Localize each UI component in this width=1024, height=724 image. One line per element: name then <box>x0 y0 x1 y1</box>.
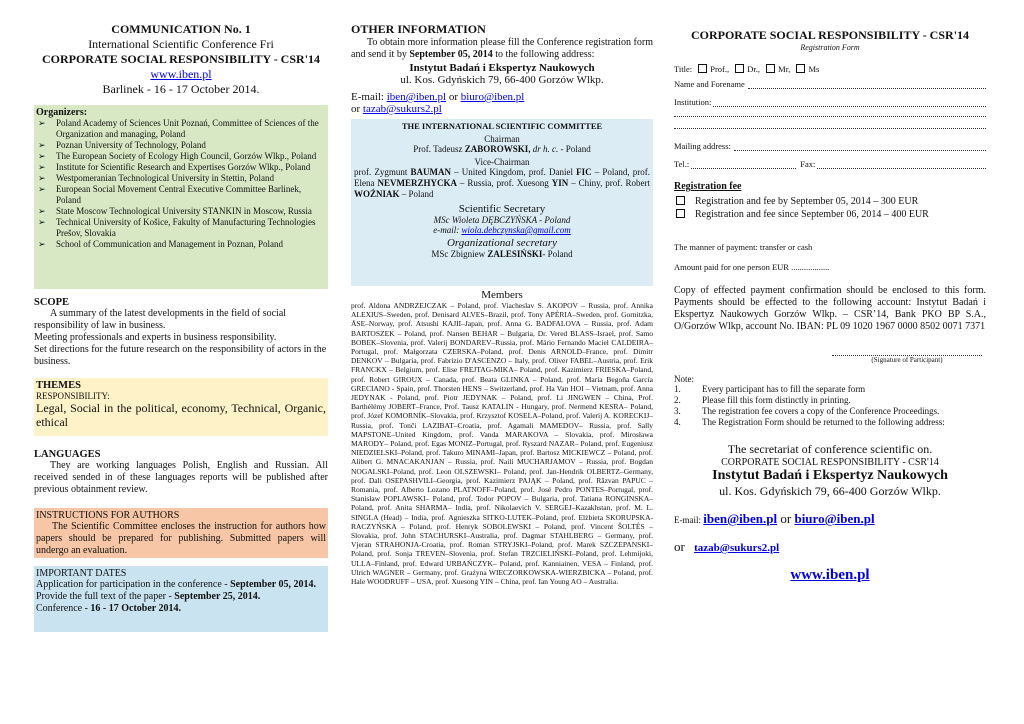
chairman-name: Prof. Tadeusz ZABOROWSKI, dr h. c. - Poland <box>413 144 591 154</box>
organizer-item: ➢ The European Society of Ecology High Council, Gorzów Wlkp., Poland <box>38 151 317 161</box>
note-heading: Note: <box>674 374 694 384</box>
email-link-iben[interactable]: iben@iben.pl <box>386 91 447 103</box>
arrow-bullet-icon: ➢ <box>38 173 46 183</box>
secretary-heading: Scientific Secretary <box>458 203 546 215</box>
other-info-heading: OTHER INFORMATION <box>351 22 486 36</box>
arrow-bullet-icon: ➢ <box>38 206 46 216</box>
vice-chairman-surname: FIC <box>576 167 592 177</box>
website-link[interactable]: www.iben.pl <box>150 67 212 81</box>
email-link-tazab[interactable]: tazab@sukurs2.pl <box>694 542 780 554</box>
form-subtitle: Registration Form <box>800 43 860 52</box>
vice-chairman-text: – Chiny, prof. Robert <box>568 178 650 188</box>
email-link-tazab[interactable]: tazab@sukurs2.pl <box>362 103 442 115</box>
institute-name: Instytut Badań i Ekspertyz Naukowych <box>409 62 595 74</box>
vice-chairman-surname: NEVMERZHYCKA <box>377 178 457 188</box>
dates-box <box>34 566 328 632</box>
fee-option-early[interactable]: Registration and fee by September 05, 2014 – 300 EUR <box>674 196 986 207</box>
vice-chairman-text: – Poland, prof. Elena <box>354 167 650 188</box>
organizer-item: ➢ Westpomeranian Technological University in Stettin, Poland <box>38 173 274 183</box>
secretariat-line: The secretariat of conference scientific on. <box>727 442 933 456</box>
themes-text: Legal, Social in the political, economy, Technical, Organic, ethical <box>36 401 326 429</box>
date-full-text: Provide the full text of the paper - September 25, 2014. <box>36 591 261 602</box>
conference-name: International Scientific Conference Fri <box>88 37 274 51</box>
email-line-2: or tazab@sukurs2.pl <box>351 103 442 115</box>
vice-chairman-surname: YIN <box>551 178 569 188</box>
committee-box <box>351 119 653 286</box>
institute-address: ul. Kos. Gdyńskich 79, 66-400 Gorzów Wlkp. <box>719 484 941 498</box>
date-application: Application for participation in the conference - September 05, 2014. <box>36 579 317 590</box>
languages-text: They are working languages Polish, English and Russian. All received sended in of these languages reports will be published after previous obtainment review. <box>34 460 328 495</box>
vice-chairman-text: prof. Zygmunt <box>354 167 411 177</box>
institution-field[interactable]: Institution: <box>674 97 986 107</box>
conference-title: CORPORATE SOCIAL RESPONSIBILITY - CSR'14 <box>41 52 321 66</box>
title-options: Title: Prof., Dr., Mr, Ms <box>674 64 820 74</box>
amount-paid: Amount paid for one person EUR .................. <box>674 262 830 272</box>
organizer-item: ➢ European Social Movement Central Executive Committee Barlinek, Poland <box>38 184 302 205</box>
secretary-email: e-mail: wiola.debczynska@gmail.com <box>433 225 571 235</box>
organizer-item: ➢ School of Communication and Management in Poznan, Poland <box>38 239 283 249</box>
communication-title: COMMUNICATION No. 1 <box>111 22 251 36</box>
tel-fax-field[interactable]: Tel.: Fax: <box>674 159 986 169</box>
website-link[interactable]: www.iben.pl <box>790 567 870 583</box>
vice-chairman-surname: BAUMAN <box>410 167 451 177</box>
note-item: 2. Please fill this form distinctly in printing. <box>674 395 851 405</box>
date-conference: Conference - 16 - 17 October 2014. <box>36 603 182 614</box>
checkbox-dr[interactable] <box>735 64 744 73</box>
vice-chairman-text: – Russia, prof. Xuesong <box>456 178 552 188</box>
org-secretary-name: MSc Zbigniew ZALESIŃSKI- Poland <box>431 249 573 259</box>
place-date: Barlinek - 16 - 17 October 2014. <box>102 82 260 96</box>
institute-address: ul. Kos. Gdyńskich 79, 66-400 Gorzów Wlkp. <box>400 74 604 86</box>
dates-heading: IMPORTANT DATES <box>36 568 127 579</box>
column-info <box>34 22 328 632</box>
note-item: 3. The registration fee covers a copy of the Conference Proceedings. <box>674 406 940 416</box>
fee-heading: Registration fee <box>674 181 742 192</box>
organizer-item: ➢ Institute for Scientific Research and Expertises Gorzów Wlkp., Poland <box>38 162 311 172</box>
email-link-biuro[interactable]: biuro@iben.pl <box>794 511 875 526</box>
organizer-item: ➢ Technical University of Košice, Fakulty of Manufacturing Technologies Prešov, Slovakia <box>38 217 316 238</box>
payment-manner: The manner of payment: transfer or cash <box>674 242 813 252</box>
email-line: E-mail: iben@iben.pl or biuro@iben.pl <box>351 91 525 103</box>
arrow-bullet-icon: ➢ <box>38 140 46 150</box>
notes-list <box>674 384 986 428</box>
organizers-heading: Organizers: <box>36 107 88 118</box>
institution-field-line2[interactable] <box>674 115 986 117</box>
themes-box <box>34 378 328 436</box>
other-info-text: To obtain more information please fill the Conference registration form and send it by September 05, 2014 to the following address: <box>351 37 653 60</box>
arrow-bullet-icon: ➢ <box>38 162 46 172</box>
checkbox-fee-early[interactable] <box>676 196 685 205</box>
csr-line: CORPORATE SOCIAL RESPONSIBILITY - CSR'14 <box>721 457 939 468</box>
email-link-iben[interactable]: iben@iben.pl <box>703 511 778 526</box>
themes-heading: THEMES <box>36 380 81 391</box>
payment-copy-text: Copy of effected payment confirmation should be enclosed to this form. Payments should be effected to the following account: Instytut Badań i Ekspertyz Naukowych Gorzów Wlkp. – CSR’14, Bank PKO BP S.A., O/Gorzów Wlkp, account No. IBAN: PL 09 1020 1967 0000 8502 0071 7371 <box>674 285 986 332</box>
instructions-box <box>34 508 328 558</box>
themes-sub: RESPONSIBILITY: <box>36 391 110 401</box>
vice-chairman-label: Vice-Chairman <box>474 157 530 167</box>
languages-section <box>34 449 328 496</box>
scope-section <box>34 297 328 368</box>
arrow-bullet-icon: ➢ <box>38 151 46 161</box>
secretary-email-link[interactable]: wiola.debczynska@gmail.com <box>461 225 571 235</box>
column-committee <box>351 22 653 586</box>
arrow-bullet-icon: ➢ <box>38 217 46 227</box>
institution-field-line3[interactable] <box>674 127 986 129</box>
form-title: CORPORATE SOCIAL RESPONSIBILITY - CSR'14 <box>690 28 970 42</box>
arrow-bullet-icon: ➢ <box>38 118 46 128</box>
vice-chairman-text: – Poland <box>399 189 434 199</box>
email-link-biuro[interactable]: biuro@iben.pl <box>460 91 525 103</box>
members-heading: Members <box>481 289 523 301</box>
checkbox-fee-late[interactable] <box>676 209 685 218</box>
mailing-field[interactable]: Mailing address: <box>674 141 986 151</box>
scope-line: Set directions for the future research on the responsibility of actors in the business. <box>34 344 327 367</box>
organizers-box <box>34 105 328 289</box>
members-list: prof. Aldona ANDRZEJCZAK – Poland, prof. Viacheslav S. AKOPOV – Russia, prof. Annika ALEXIUS–Sweden, prof. Denisard ALVES–Brazil, prof. Tony APÉRIA–Sweden, prof. Gornitzka, ÅSE–Norway, prof. Atsushi KAJII–Japan, prof. Anna G. BADFALOVA – Russia, prof. Adam BARTOSZEK – Poland, prof. Nansen BEHAR – Bulgaria, Dr. Vered BLASS–Israel, prof. Samo BOBEK–Slovenia, prof. Valerij BONDAREV–Russia, prof. Mário Fernando Maciel CALDEIRA–Portugal, prof. Małgorzata CZERSKA–Poland, prof. Denis ARNOLD–France, prof. Dimitr DENKOV – Bulgaria, prof. Fabrizio D'ASCENZO – Italy, prof. Oliver FABEL–Austria, prof. Erik FRANCKX – Belgium, prof. Elise FREJTAG-MIKA– Poland, prof. Kazimierz FRIESKA–Poland, prof. Robert GIROUX – Canada, prof. Beata GLINKA – Poland, prof. María Begoña García GRECIANO - Spain, prof. Thorsten HENS – Switzerland, prof. Ha Van HOI – Vietnam, prof. Anna JEDYNAK - Poland, prof. Piotr JEDYNAK – Poland, prof. Li JINGWEN – China, Prof. Barthélémy JOBERT–France, Prof. Tausz KATALIN - Hungary, prof. Nermend KESRA– Poland, prof. Józef KOMORNÍK–Slovakia, prof. Krzysztof KOSELA–Poland, prof. Valerij A. KORECKIJ–Russia, prof. Tonči LAZIBAT–Croatia, prof. Agamali MAMEDOV– Russia, prof. Sally MAPSTONE–United Kingdom, prof. Vanda MARAKOVA – Slovakia, prof. Mirosława MARODY– Poland, prof. Egas MONIZ–Portugal, prof. Ryszard NAZAR– Poland, prof. Eugeniusz NIEDZIELSKI–Poland, prof. Takuro MINAMI–Japan, prof. Bartosz MICKIEWCZ – Poland, prof. Alibert G. MNACAKANJAN – Russia, prof. Naili MUCHARJAMOV – Russia, prof. Bogdan NOGALSKI–Poland, prof. Leon OLSZEWSKI– Poland, prof. Jan-Hendrik OLBERTZ–Germany, prof. Dali OSEPASHVILI–Georgia, prof. Kazimierz PAJĄK – Poland, prof. Răzvan PAPUC – Romania, prof. Alberto Lozano PLATNOFF–Poland, prof. José Pedro PONTES–Portugal, prof. Stanisław POPLAWSKI– Poland, prof. Todor POPOV – Bulgaria, prof. Tatiana RONGINSKA–Poland, prof. Anita SHARMA– India, prof. Nikolaevich V. SERGEJ–Kazakhstan, prof. M. L. SINGLA (Head) – India, prof. Agnieszka SITKO-LUTEK–Poland, prof. Elżbieta SKORUPSKA-RACZYŃSKA – Poland, prof. Henryk SOBOLEWSKI – Poland, prof. Vincent ŠOLTÉS – Slovakia, prof. John STACHURSKI–Australia, prof. Dagmar STAHLBERG – Germany, prof. Vjeran STRAHONJA-Croatia, prof. Roman STRYJSKI–Poland, prof. Marek SZCZEPANSKI–Poland, prof. Sonja TREVEN–Slovenia, prof. Stefan TRZCIELIŃSKI–Poland, prof. Lehmijoki, ULLA–Finland, prof. Edward URBAŃCZYK– Poland, prof. Kanniainen, VESA – Finland, prof. Ulrich WAGNER – Germany, prof. Grażyna WIECZORKOWSKA-WIERZBICKA – Poland, prof. Hale WOODRUFF – USA, prof. Xuesong YIN – China, prof. Ian Young AO – Australia. <box>351 301 653 587</box>
scope-heading: SCOPE <box>34 297 70 308</box>
email-line-2: or tazab@sukurs2.pl <box>674 539 780 554</box>
signature-field[interactable]: (Signature of Participant) <box>832 355 982 364</box>
scope-line: Meeting professionals and experts in business responsibility. <box>34 332 277 343</box>
arrow-bullet-icon: ➢ <box>38 239 46 249</box>
org-secretary-heading: Organizational secretary <box>446 237 558 249</box>
committee-heading: THE INTERNATIONAL SCIENTIFIC COMMITTEE <box>401 121 603 131</box>
checkbox-mr[interactable] <box>766 64 775 73</box>
scope-line: A summary of the latest developments in the field of social responsibility of law in business. <box>34 308 287 331</box>
email-line: E-mail: iben@iben.pl or biuro@iben.pl <box>674 511 875 526</box>
checkbox-ms[interactable] <box>796 64 805 73</box>
header-block <box>34 22 328 97</box>
organizer-item: ➢ State Moscow Technological University STANKIN in Moscow, Russia <box>38 206 312 216</box>
institute-name: Instytut Badań i Ekspertyz Naukowych <box>712 468 948 483</box>
vice-chairman-text: – United Kingdom, prof. Daniel <box>450 167 577 177</box>
note-item: 1. Every participant has to fill the separate form <box>674 384 866 394</box>
vice-chairman-surname: WOŹNIAK <box>354 189 400 199</box>
website-block <box>674 567 986 584</box>
chairman-label: Chairman <box>484 134 520 144</box>
organizers-list <box>36 118 326 250</box>
languages-heading: LANGUAGES <box>34 449 101 460</box>
instructions-heading: INSTRUCTIONS FOR AUTHORS <box>36 510 180 521</box>
organizer-item: ➢ Poznan University of Technology, Poland <box>38 140 206 150</box>
fee-option-late[interactable]: Registration and fee since September 06, 2014 – 400 EUR <box>674 209 986 220</box>
checkbox-prof[interactable] <box>698 64 707 73</box>
instructions-text: The Scientific Committee encloses the instruction for authors how papers should be prepared for publishing. Submitted papers will undergo an evaluation. <box>36 521 326 556</box>
organizer-item: ➢ Poland Academy of Sciences Unit Poznań, Committee of Sciences of the Organization and managing, Poland <box>38 118 319 139</box>
note-item: 4. The Registration Form should be returned to the following address: <box>674 417 945 427</box>
vice-chairman-list <box>354 167 650 200</box>
name-field[interactable]: Name and Forename <box>674 79 986 89</box>
column-registration-form <box>674 22 986 584</box>
secretary-name: MSc Wioleta DĘBCZYŃSKA - Poland <box>433 215 571 225</box>
arrow-bullet-icon: ➢ <box>38 184 46 194</box>
